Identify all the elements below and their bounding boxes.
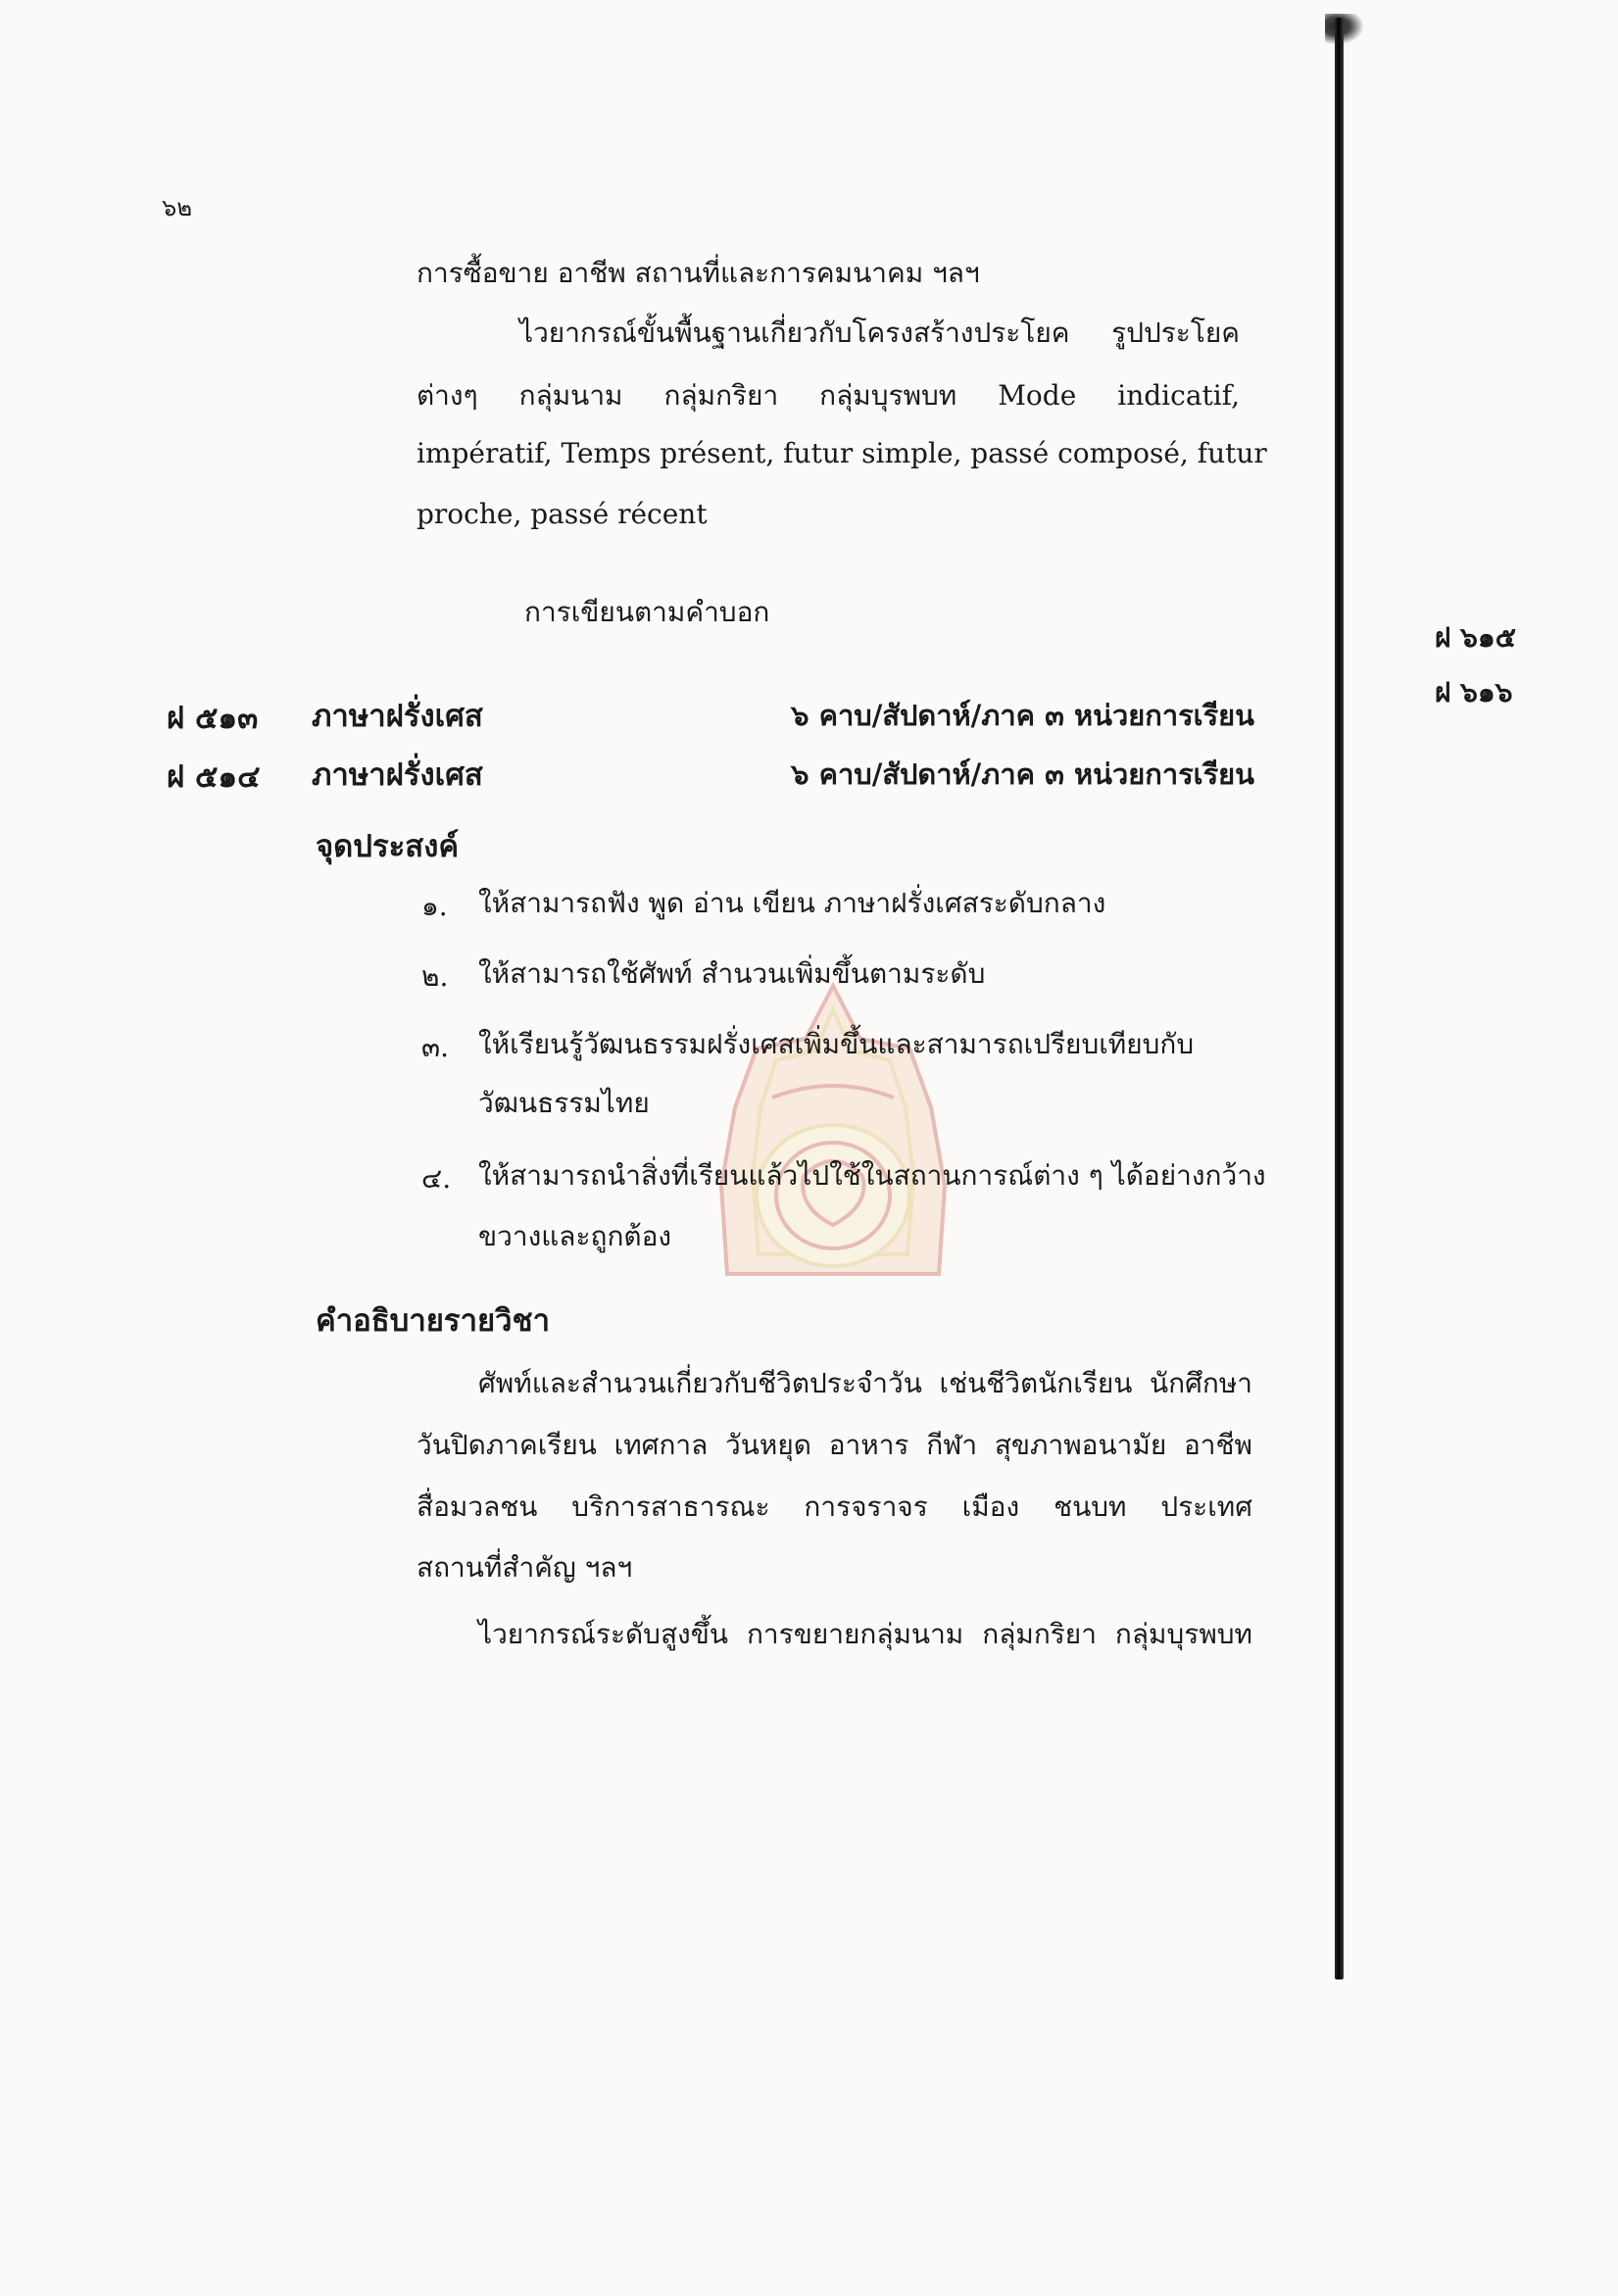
course-name: ภาษาฝรั่งเศส [312, 699, 483, 734]
course-code: ฝ ๕๑๓ [167, 701, 259, 736]
objective-number: ๔. [421, 1162, 452, 1195]
intro-line-1: การซื้อขาย อาชีพ สถานที่และการคมนาคม ฯลฯ [417, 257, 980, 289]
course-code: ฝ ๕๑๔ [167, 759, 261, 795]
description-line: สถานที่สำคัญ ฯลฯ [417, 1551, 633, 1584]
description-line: สื่อมวลชน บริการสาธารณะ การจราจร เมือง ชนบท ประเทศ [417, 1490, 1252, 1523]
description-heading: คำอธิบายรายวิชา [316, 1303, 551, 1339]
objective-text: ให้สามารถฟัง พูด อ่าน เขียน ภาษาฝรั่งเศสระดับกลาง [478, 887, 1106, 919]
intro-line-4: impératif, Temps présent, futur simple, passé composé, futur [417, 437, 1267, 469]
intro-line-2: ไวยากรณ์ขั้นพื้นฐานเกี่ยวกับโครงสร้างประโยค รูปประโยค [519, 317, 1240, 349]
objective-number: ๑. [421, 890, 448, 922]
objective-text: ให้สามารถใช้ศัพท์ สำนวนเพิ่มขึ้นตามระดับ [478, 957, 986, 990]
objective-text-cont: วัฒนธรรมไทย [478, 1087, 650, 1119]
binding-shadow [1325, 14, 1364, 45]
description-line: ไวยากรณ์ระดับสูงขึ้น การขยายกลุ่มนาม กลุ่มกริยา กลุ่มบุรพบท [478, 1618, 1252, 1650]
description-line: วันปิดภาคเรียน เทศกาล วันหยุด อาหาร กีฬา สุขภาพอนามัย อาชีพ [417, 1429, 1252, 1461]
side-code: ฝ ๖๑๕ [1435, 621, 1516, 654]
intro-line-5: proche, passé récent [417, 498, 708, 530]
objective-number: ๒. [421, 960, 449, 993]
description-line: ศัพท์และสำนวนเกี่ยวกับชีวิตประจำวัน เช่นชีวิตนักเรียน นักศึกษา [478, 1367, 1252, 1399]
writing-line: การเขียนตามคำบอก [524, 596, 770, 628]
course-name: ภาษาฝรั่งเศส [312, 757, 483, 793]
page-number: ๖๒ [162, 194, 193, 221]
intro-line-3: ต่างๆ กลุ่มนาม กลุ่มกริยา กลุ่มบุรพบท Mode indicatif, [417, 379, 1240, 412]
side-code: ฝ ๖๑๖ [1435, 676, 1513, 708]
course-hours: ๖ คาบ/สัปดาห์/ภาค ๓ หน่วยการเรียน [791, 699, 1254, 732]
binding-edge-line [1335, 18, 1344, 1979]
objectives-heading: จุดประสงค์ [316, 829, 460, 864]
objective-number: ๓. [421, 1031, 450, 1063]
course-hours: ๖ คาบ/สัปดาห์/ภาค ๓ หน่วยการเรียน [791, 757, 1254, 791]
objective-text: ให้สามารถนำสิ่งที่เรียนแล้วไปใช้ในสถานการณ์ต่าง ๆ ได้อย่างกว้าง [478, 1159, 1266, 1192]
objective-text: ให้เรียนรู้วัฒนธรรมฝรั่งเศสเพิ่มขึ้นและสามารถเปรียบเทียบกับ [478, 1028, 1195, 1060]
objective-text-cont: ขวางและถูกต้อง [478, 1220, 672, 1252]
